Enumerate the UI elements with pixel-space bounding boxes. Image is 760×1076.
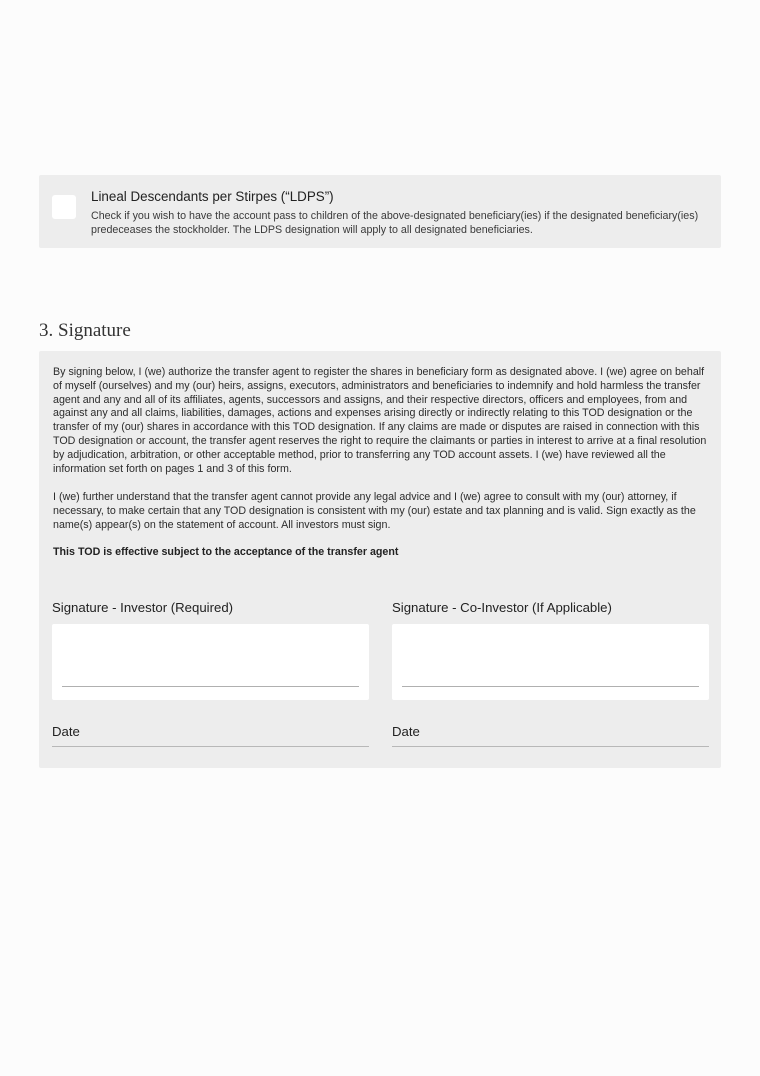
- authorization-paragraph: [53, 366, 708, 476]
- co-investor-date-field[interactable]: [392, 722, 709, 747]
- authorization-text: By signing below, I (we) authorize the transfer agent to register the shares in beneficiary form as designated above. I (we) agree on behalf of myself (ourselves) and my (our) heirs, assigns, executors, administrators and beneficiaries to indemnify and hold harmless the transfer agent and any and all of its affiliates, agents, successors and assigns, and their respective directors, officers and employees, from and against any and all claims, liabilities, damages, actions and expenses arising directly or indirectly relating to this TOD designation or the transfer of my (our) shares in accordance with this TOD designation. If any claims are made or disputes are raised in connection with this TOD designation or account, the transfer agent reserves the right to require the claimants or parties in interest to arrive at a final resolution by adjudication, arbitration, or other acceptable method, prior to transferring any TOD account assets. I (we) have reviewed all the information set forth on pages 1 and 3 of this form.: [53, 366, 707, 475]
- investor-signature-label: Signature - Investor (Required): [52, 600, 234, 615]
- ldps-panel: [39, 175, 721, 248]
- co-investor-signature-line: [402, 686, 699, 687]
- co-investor-signature-field[interactable]: [392, 624, 709, 700]
- signature-panel: [39, 351, 721, 768]
- ldps-checkbox[interactable]: [52, 195, 76, 219]
- ldps-title: Lineal Descendants per Stirpes (“LDPS”): [91, 189, 334, 204]
- investor-signature-field[interactable]: [52, 624, 369, 700]
- ldps-description: Check if you wish to have the account pass to children of the above-designated beneficiary(ies) if the designated beneficiary(ies) predeceases the stockholder. The LDPS designation will apply to all designated beneficiaries.: [91, 210, 699, 236]
- co-investor-signature-label: Signature - Co-Investor (If Applicable): [392, 600, 612, 615]
- signature-section-heading: 3. Signature: [39, 320, 131, 341]
- investor-date-field[interactable]: [52, 722, 369, 747]
- co-investor-date-label: Date: [392, 724, 420, 739]
- effective-note: This TOD is effective subject to the acceptance of the transfer agent: [53, 546, 399, 558]
- investor-date-label: Date: [52, 724, 80, 739]
- legal-advice-paragraph: I (we) further understand that the transfer agent cannot provide any legal advice and I (we) agree to consult with my (our) attorney, if necessary, to make certain that any TOD designation is consistent with my (our) estate and tax planning and is valid. Sign exactly as the name(s) appear(s) on the statement of account. All investors must sign.: [53, 491, 696, 531]
- investor-signature-line: [62, 686, 359, 687]
